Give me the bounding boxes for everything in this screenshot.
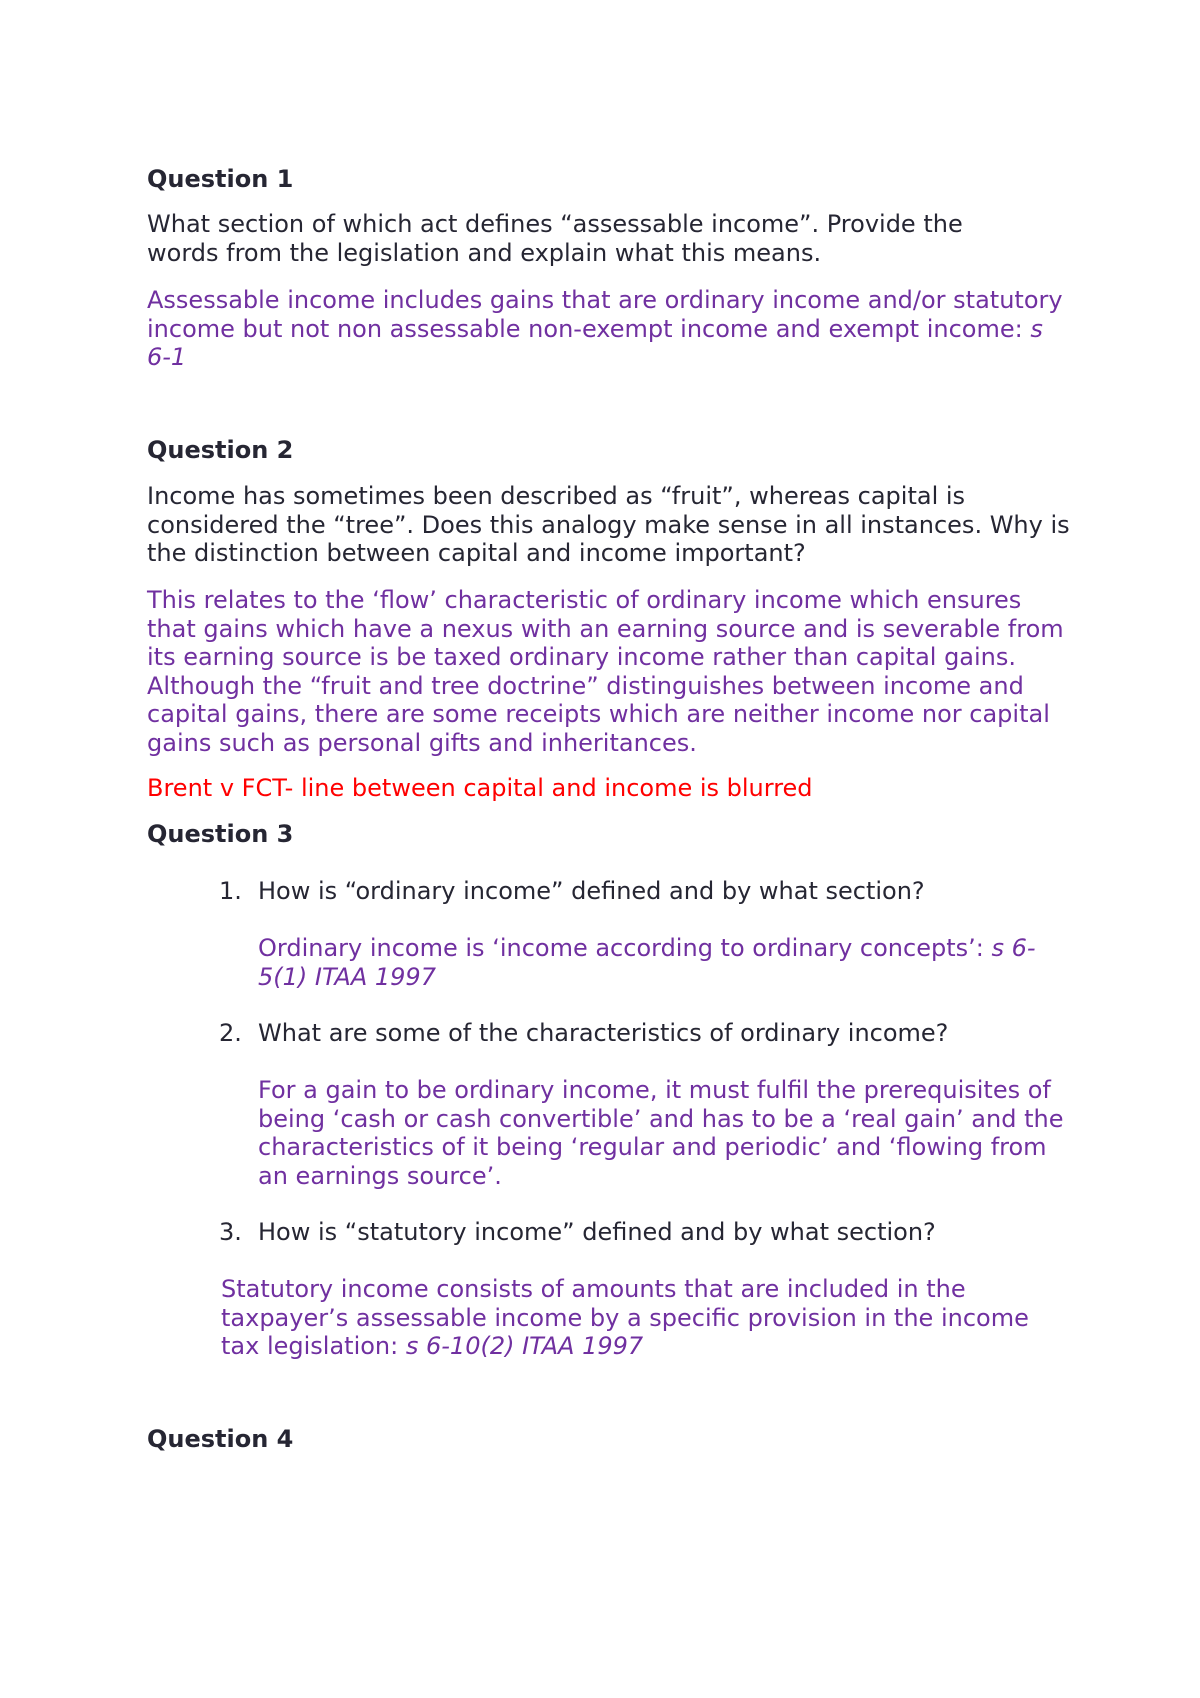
list-item-number: 1. [219,877,242,905]
question-3-item-3-answer-reference: s 6-10(2) ITAA 1997 [405,1332,644,1360]
question-1-answer [147,286,1067,372]
question-3-item-1-answer-text: Ordinary income is ‘income according to ordinary concepts’: [258,934,992,962]
question-3-item-2-text: What are some of the characteristics of ordinary income? [258,1019,949,1047]
question-3-item-2-answer: For a gain to be ordinary income, it must fulfil the prerequisites of being ‘cash or cash convertible’ and has to be a ‘real gain’ and the characteristics of it being ‘regular and periodic’ and ‘flowing from an earnings source’. [258,1076,1064,1190]
question-2-note: Brent v FCT- line between capital and income is blurred [147,774,813,802]
question-1-answer-text: Assessable income includes gains that are ordinary income and/or statutory income but not non assessable non-exempt income and exempt income: [147,286,1063,343]
list-item-number: 2. [219,1019,242,1047]
question-3-heading: Question 3 [147,820,294,848]
question-4-heading: Question 4 [147,1425,294,1453]
list-item-number: 3. [219,1218,242,1246]
question-3-item-1-text: How is “ordinary income” defined and by what section? [258,877,925,905]
question-1-answer-reference: s 6-1 [147,314,1043,371]
question-1-heading: Question 1 [147,165,294,193]
question-2-answer: This relates to the ‘flow’ characteristic of ordinary income which ensures that gains which have a nexus with an earning source and is severable from its earning source is be taxed ordinary income rather than capital gains. Although the “fruit and tree doctrine” distinguishes between income and capital gains, there are some receipts which are neither income nor capital gains such as personal gifts and inheritances. [147,586,1064,757]
question-3-item-1-answer-reference: s 6-5(1) ITAA 1997 [258,934,1036,991]
question-3-item-1-answer [258,934,1078,991]
question-1-text: What section of which act defines “assessable income”. Provide the words from the legislation and explain what this means. [147,210,963,267]
question-2-text: Income has sometimes been described as “fruit”, whereas capital is considered the “tree”. Does this analogy make sense in all instances. Why is the distinction between capital and income important? [147,482,1070,567]
question-3-item-3-answer-text: Statutory income consists of amounts that are included in the taxpayer’s assessable income by a specific provision in the income tax legislation: [221,1275,1029,1360]
question-3-item-3-text: How is “statutory income” defined and by what section? [258,1218,936,1246]
question-2-heading: Question 2 [147,436,294,464]
question-3-item-3-answer [221,1275,1061,1361]
